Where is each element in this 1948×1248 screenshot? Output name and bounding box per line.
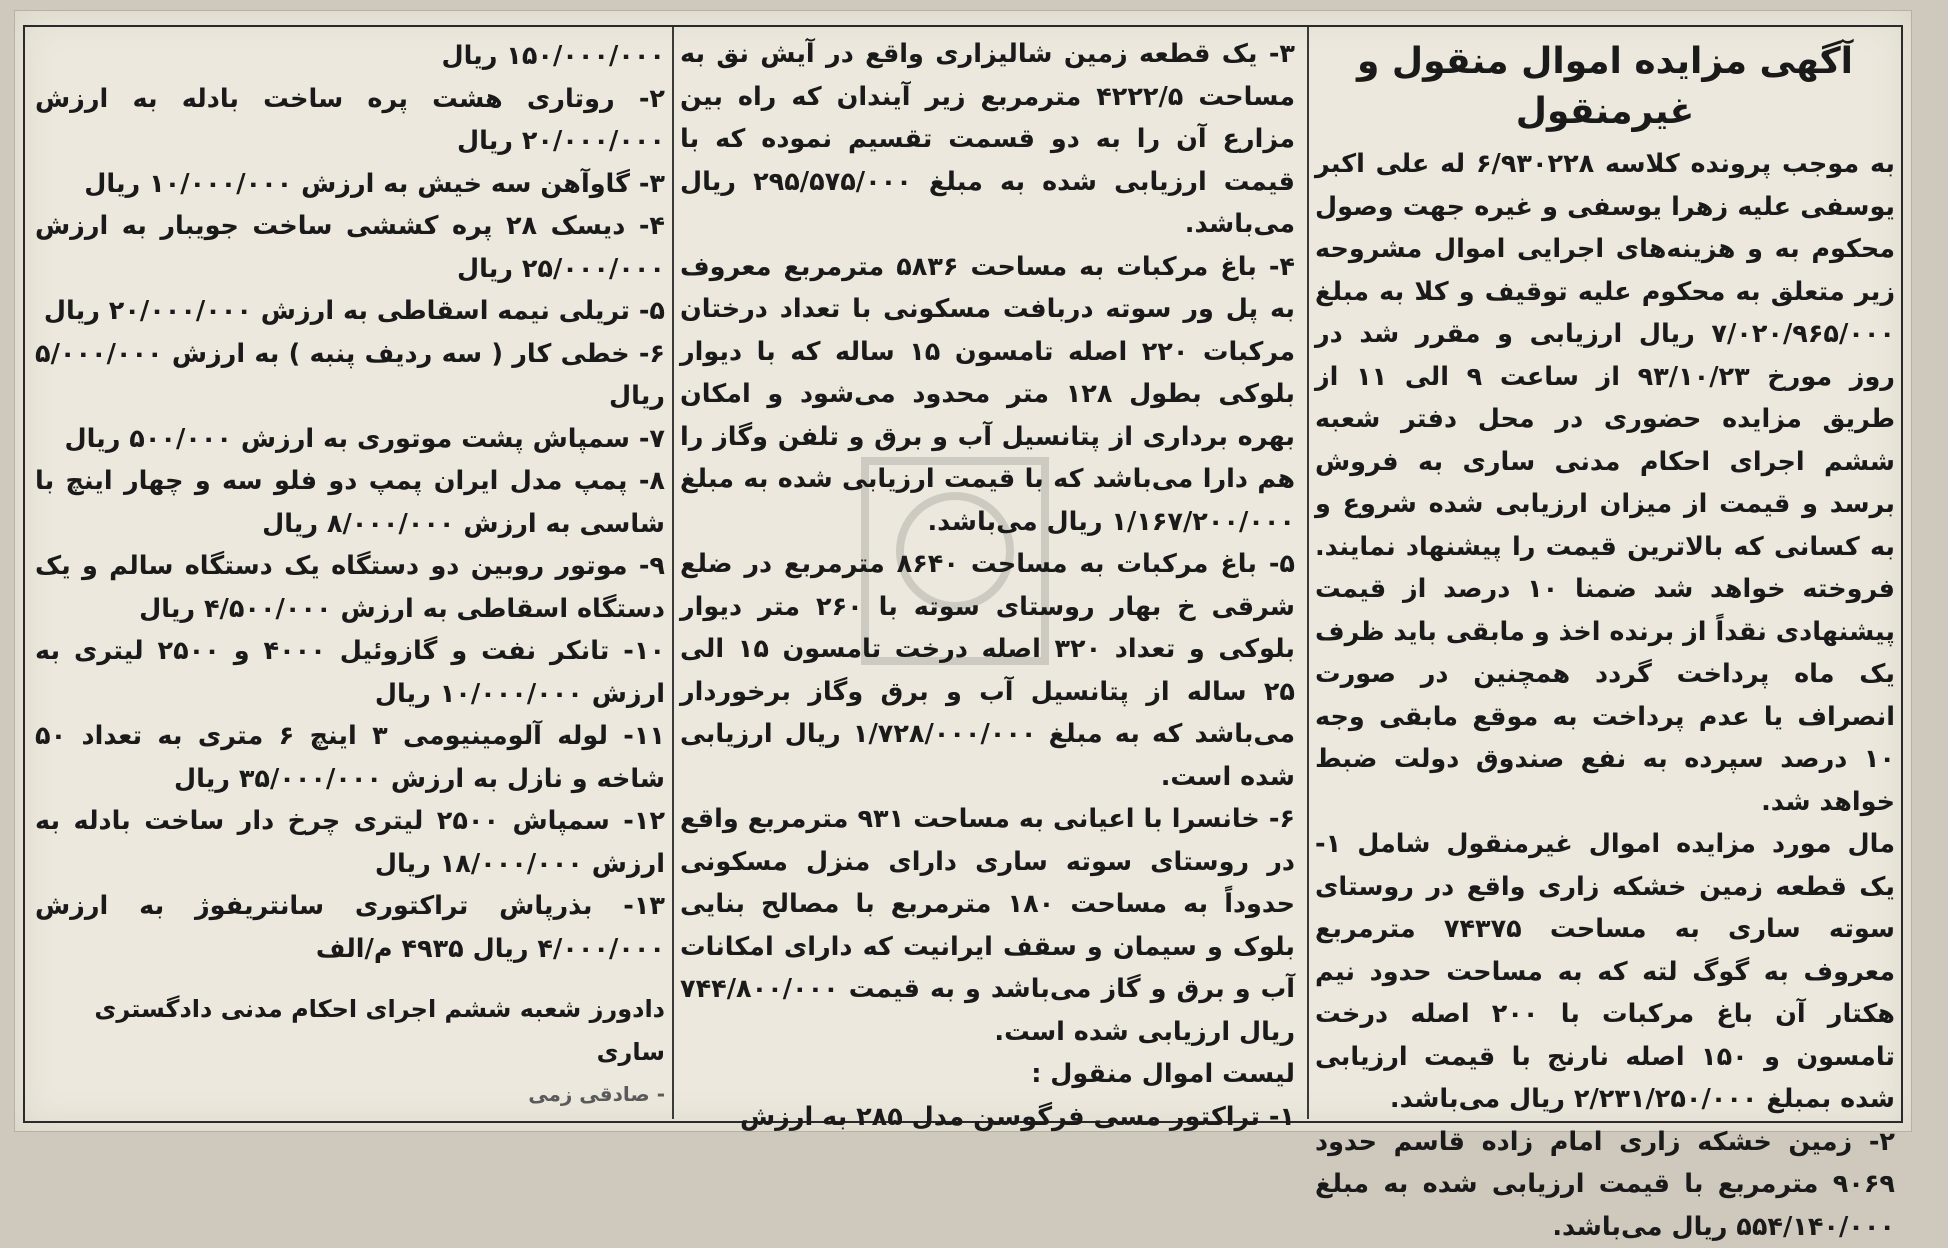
- notice-intro: به موجب پرونده کلاسه ۶/۹۳۰۲۲۸ له علی اکبر یوسفی علیه زهرا یوسفی و غیره جهت وصول محکوم به و هزینه‌های اجرایی اموال مشروحه زیر متعلق به محکوم علیه توقیف و کلا به مبلغ ۷/۰۲۰/۹۶۵/۰۰۰ ریال ارزیابی و مقرر شد در روز مورخ ۹۳/۱۰/۲۳ از ساعت ۹ الی ۱۱ از طریق مزایده حضوری در محل دفتر شعبه ششم اجرای احکام مدنی ساری به فروش برسد و قیمت از میزان ارزیابی شده شروع و به کسانی که بالاترین قیمت را پیشنهاد نمایند. فروخته خواهد شد ضمنا ۱۰ درصد از قیمت پیشنهادی نقداً از برنده اخذ و مابقی باید ظرف یک ماه پرداخت گردد همچنین در صورت انصراف یا عدم پرداخت به موقع مابقی وجه ۱۰ درصد سپرده به نفع صندوق دولت ضبط خواهد شد.: [1315, 143, 1895, 823]
- movable-item: ۹- موتور روبین دو دستگاه یک دستگاه سالم و یک دستگاه اسقاطی به ارزش ۴/۵۰۰/۰۰۰ ریال: [35, 545, 665, 630]
- movable-item: ۶- خطی کار ( سه ردیف پنبه ) به ارزش ۵/۰۰۰/۰۰۰ ریال: [35, 333, 665, 418]
- immovable-item: ۲- زمین خشکه زاری امام زاده قاسم حدود ۹۰۶۹ مترمربع با قیمت ارزیابی شده به مبلغ ۵۵۴/۱۴۰/۰۰۰ ریال می‌باشد.: [1315, 1121, 1895, 1248]
- movable-item: ۲- روتاری هشت پره ساخت بادله به ارزش ۲۰/۰۰۰/۰۰۰ ریال: [35, 78, 665, 163]
- left-column: [35, 35, 665, 1119]
- movable-list-heading: لیست اموال منقول :: [680, 1053, 1295, 1096]
- newspaper-clipping: [14, 10, 1912, 1132]
- column-divider: [1307, 27, 1309, 1119]
- movable-item: ۱۰- تانکر نفت و گازوئیل ۴۰۰۰ و ۲۵۰۰ لیتری به ارزش ۱۰/۰۰۰/۰۰۰ ریال: [35, 630, 665, 715]
- movable-item: ۱۲- سمپاش ۲۵۰۰ لیتری چرخ دار ساخت بادله به ارزش ۱۸/۰۰۰/۰۰۰ ریال: [35, 800, 665, 885]
- middle-column: [680, 33, 1295, 1119]
- movable-item: ۳- گاوآهن سه خیش به ارزش ۱۰/۰۰۰/۰۰۰ ریال: [35, 163, 665, 206]
- immovable-property-list: مال مورد مزایده اموال غیرمنقول شامل ۱- یک قطعه زمین خشکه زاری واقع در روستای سوته ساری به مساحت ۷۴۳۷۵ مترمربع معروف به گوگ لته که به مساحت حدود نیم هکتار آن باغ مرکبات با ۲۰۰ اصله درخت تامسون و ۱۵۰ اصله نارنج با قیمت ارزیابی شده بمبلغ ۲/۲۳۱/۲۵۰/۰۰۰ ریال می‌باشد.: [1315, 823, 1895, 1121]
- movable-item: ۱۳- بذرپاش تراکتوری سانتریفوژ به ارزش ۴/۰۰۰/۰۰۰ ریال ۴۹۳۵ م/الف: [35, 885, 665, 970]
- signature-title: دادورز شعبه ششم اجرای احکام مدنی دادگستری ساری: [35, 988, 665, 1073]
- movable-item: ۷- سمپاش پشت موتوری به ارزش ۵۰۰/۰۰۰ ریال: [35, 418, 665, 461]
- movable-item: ۱۱- لوله آلومینیومی ۳ اینچ ۶ متری به تعداد ۵۰ شاخه و نازل به ارزش ۳۵/۰۰۰/۰۰۰ ریال: [35, 715, 665, 800]
- immovable-item: ۳- یک قطعه زمین شالیزاری واقع در آیش نق به مساحت ۴۲۲۲/۵ مترمربع زیر آیندان که راه بین مزارع آن را به دو قسمت تقسیم نموده که با قیمت ارزیابی شده به مبلغ ۲۹۵/۵۷۵/۰۰۰ ریال می‌باشد.: [680, 33, 1295, 246]
- notice-title: آگهی مزایده اموال منقول و غیرمنقول: [1315, 37, 1895, 137]
- column-divider: [672, 27, 674, 1119]
- immovable-item: ۴- باغ مرکبات به مساحت ۵۸۳۶ مترمربع معروف به پل ور سوته دربافت مسکونی با تعداد درختان مرکبات ۲۲۰ اصله تامسون ۱۵ ساله که با دیوار بلوکی بطول ۱۲۸ متر محدود می‌شود و امکان بهره برداری از پتانسیل آب و برق و تلفن وگاز را هم دارا می‌باشد که با قیمت ارزیابی شده به مبلغ ۱/۱۶۷/۲۰۰/۰۰۰ ریال می‌باشد.: [680, 246, 1295, 544]
- movable-item: ۸- پمپ مدل ایران پمپ دو فلو سه و چهار اینچ با شاسی به ارزش ۸/۰۰۰/۰۰۰ ریال: [35, 460, 665, 545]
- immovable-item: ۶- خانسرا با اعیانی به مساحت ۹۳۱ مترمربع واقع در روستای سوته ساری دارای منزل مسکونی حدوداً به مساحت ۱۸۰ مترمربع با مصالح بنایی بلوک و سیمان و سقف ایرانیت که دارای امکانات آب و برق و گاز می‌باشد و به قیمت ۷۴۴/۸۰۰/۰۰۰ ریال ارزیابی شده است.: [680, 798, 1295, 1053]
- immovable-item: ۵- باغ مرکبات به مساحت ۸۶۴۰ مترمربع در ضلع شرقی خ بهار روستای سوته با ۲۶۰ متر دیوار بلوکی و تعداد ۳۲۰ اصله درخت تامسون ۱۵ الی ۲۵ ساله از پتانسیل آب و برق وگاز برخوردار می‌باشد که به مبلغ ۱/۷۲۸/۰۰۰/۰۰۰ ریال ارزیابی شده است.: [680, 543, 1295, 798]
- movable-item: ۱- تراکتور مسی فرگوسن مدل ۲۸۵ به ارزش: [680, 1096, 1295, 1139]
- right-column: [1315, 29, 1895, 1119]
- signer-name: - صادقی زمی: [35, 1073, 665, 1116]
- movable-item: ۱۵۰/۰۰۰/۰۰۰ ریال: [35, 35, 665, 78]
- movable-item: ۴- دیسک ۲۸ پره کششی ساخت جویبار به ارزش ۲۵/۰۰۰/۰۰۰ ریال: [35, 205, 665, 290]
- movable-item: ۵- تریلی نیمه اسقاطی به ارزش ۲۰/۰۰۰/۰۰۰ ریال: [35, 290, 665, 333]
